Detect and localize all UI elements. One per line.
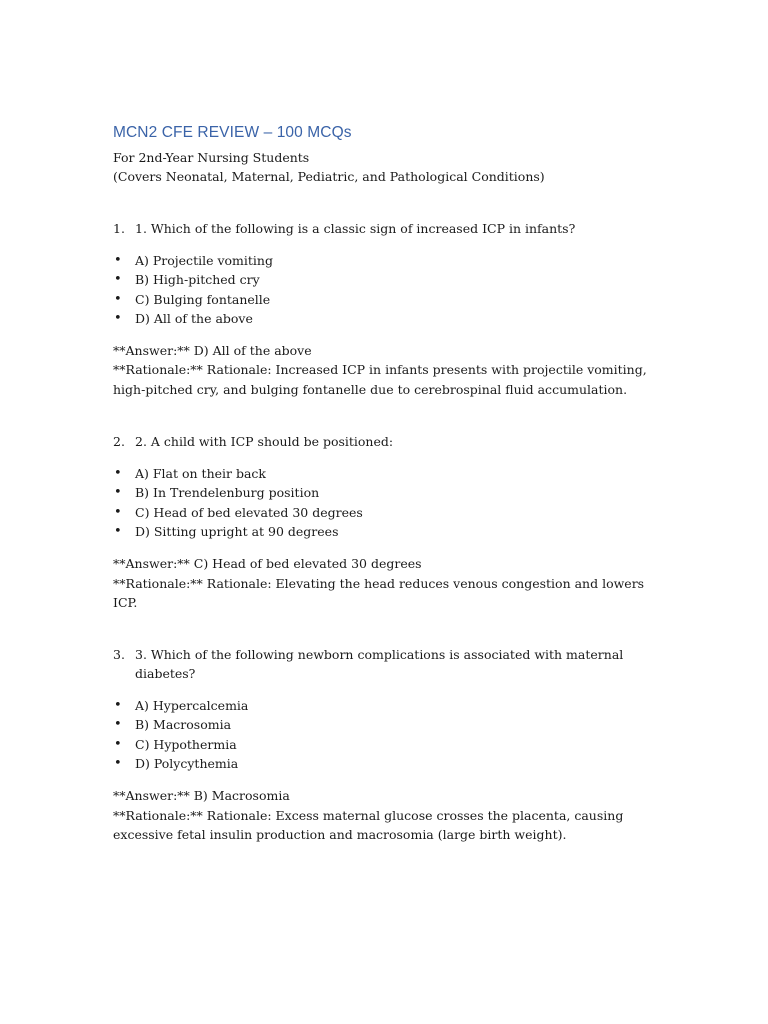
bullet-icon: • xyxy=(114,466,122,482)
subtitle-audience: For 2nd-Year Nursing Students xyxy=(113,150,310,165)
option-item xyxy=(113,309,658,328)
option-item xyxy=(113,696,658,715)
bullet-icon: • xyxy=(114,698,122,714)
option-text: A) Projectile vomiting xyxy=(135,253,273,268)
option-text: B) In Trendelenburg position xyxy=(135,485,320,501)
question-number: 1. xyxy=(113,221,125,236)
rationale-text: **Rationale:** Rationale: Increased ICP in infants presents with projectile vomiting, high-pitched cry, and bulging fontanelle due to cerebrospinal fluid accumulation. xyxy=(113,362,647,397)
question-1 xyxy=(113,219,658,399)
bullet-icon: • xyxy=(114,291,122,307)
question-stem xyxy=(113,432,658,451)
question-number: 2. xyxy=(113,434,125,450)
option-item xyxy=(113,503,658,522)
bullet-icon: • xyxy=(114,310,122,326)
question-3 xyxy=(113,645,658,844)
option-text: D) Sitting upright at 90 degrees xyxy=(135,523,339,539)
rationale-text: **Rationale:** Rationale: Elevating the head reduces venous congestion and lowers ICP. xyxy=(113,575,645,610)
bullet-icon: • xyxy=(114,504,122,520)
option-text: C) Head of bed elevated 30 degrees xyxy=(135,504,363,520)
bullet-icon: • xyxy=(114,253,122,268)
option-text: B) High-pitched cry xyxy=(135,272,260,288)
bullet-icon: • xyxy=(114,736,122,752)
question-text: 1. Which of the following is a classic sign of increased ICP in infants? xyxy=(135,221,576,236)
option-item xyxy=(113,290,658,309)
bullet-icon: • xyxy=(114,523,122,539)
question-2 xyxy=(113,432,658,612)
bullet-icon: • xyxy=(114,756,122,772)
option-text: D) Polycythemia xyxy=(135,756,239,772)
question-number: 3. xyxy=(113,647,125,663)
option-text: A) Flat on their back xyxy=(135,466,266,482)
option-item xyxy=(113,715,658,734)
answer-text: **Answer:** D) All of the above xyxy=(113,343,312,359)
bullet-icon: • xyxy=(114,272,122,288)
answer-text: **Answer:** C) Head of bed elevated 30 degrees xyxy=(113,556,422,572)
question-stem xyxy=(113,219,658,238)
option-text: B) Macrosomia xyxy=(135,717,232,733)
option-item xyxy=(113,735,658,754)
answer-text: **Answer:** B) Macrosomia xyxy=(113,788,290,804)
question-stem xyxy=(113,645,658,683)
option-text: A) Hypercalcemia xyxy=(135,698,249,714)
option-list xyxy=(113,251,658,328)
option-list xyxy=(113,464,658,541)
bullet-icon: • xyxy=(114,485,122,501)
option-text: D) All of the above xyxy=(135,310,253,326)
question-text: 3. Which of the following newborn complications is associated with maternal diabetes? xyxy=(135,647,624,682)
option-item xyxy=(113,754,658,773)
option-text: C) Bulging fontanelle xyxy=(135,291,271,307)
option-text: C) Hypothermia xyxy=(135,736,237,752)
question-text: 2. A child with ICP should be positioned: xyxy=(135,434,394,450)
option-item xyxy=(113,464,658,483)
document-title: MCN2 CFE REVIEW – 100 MCQs xyxy=(113,124,352,141)
rationale-text: **Rationale:** Rationale: Excess maternal glucose crosses the placenta, causing excessive fetal insulin production and macrosomia (large birth weight). xyxy=(113,807,624,842)
option-item xyxy=(113,522,658,541)
option-list xyxy=(113,696,658,773)
subtitle-coverage: (Covers Neonatal, Maternal, Pediatric, and Pathological Conditions) xyxy=(113,169,545,184)
option-item xyxy=(113,251,658,270)
bullet-icon: • xyxy=(114,717,122,733)
option-item xyxy=(113,270,658,289)
option-item xyxy=(113,483,658,502)
